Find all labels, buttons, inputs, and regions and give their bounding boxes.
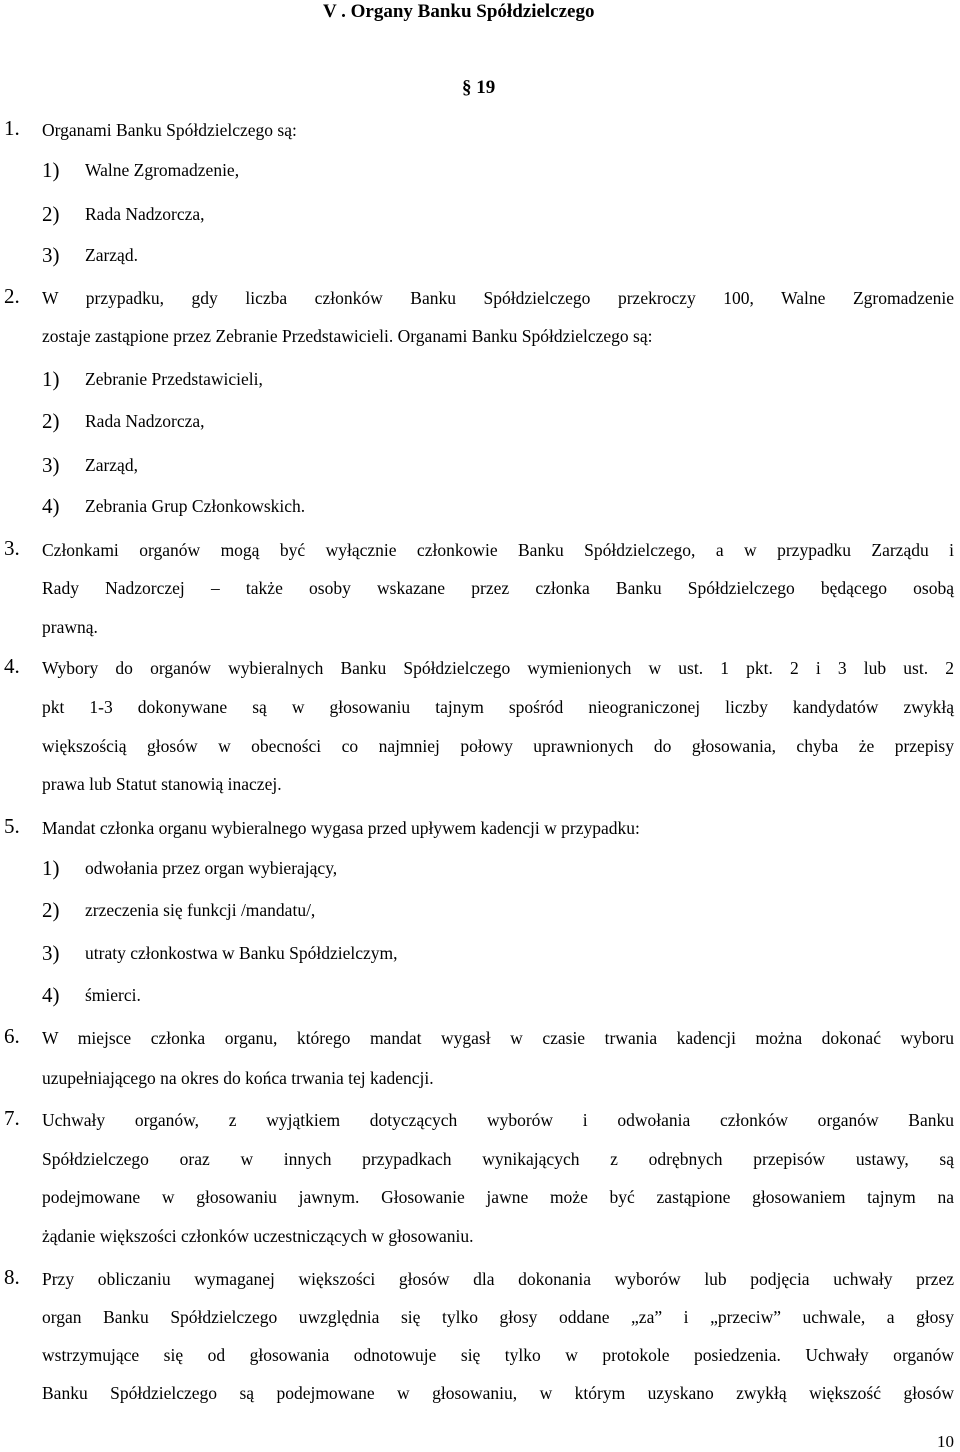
sub-item [0,983,960,1007]
item-number: 7. [4,1106,20,1130]
item-text-line: większością głosów w obecności co najmniej połowy uprawnionych do głosowania, chyba że przepisy [42,736,954,756]
sub-item-text: Rada Nadzorcza, [85,411,205,431]
item-text-line: Rady Nadzorczej – także osoby wskazane przez członka Banku Spółdzielczego będącego osobą [42,578,954,598]
item-text-line: Mandat członka organu wybieralnego wygasa przed upływem kadencji w przypadku: [42,818,640,838]
sub-item-number: 2) [42,898,60,922]
item-text-line: żądanie większości członków uczestniczących w głosowaniu. [42,1226,474,1246]
item-number: 3. [4,536,20,560]
item-text-line: Organami Banku Spółdzielczego są: [42,120,297,140]
item-text-line: Członkami organów mogą być wyłącznie członkowie Banku Spółdzielczego, a w przypadku Zarządu i [42,540,954,560]
paragraph-mark: § 19 [462,77,496,98]
item-text-line: podejmowane w głosowaniu jawnym. Głosowanie jawne może być zastąpione głosowaniem tajnym na [42,1187,954,1207]
sub-item-text: Zarząd, [85,455,138,475]
item-number: 5. [4,814,20,838]
item-text-line: uzupełniającego na okres do końca trwania tej kadencji. [42,1068,434,1088]
sub-item-number: 3) [42,243,60,267]
sub-item-number: 4) [42,494,60,518]
chapter-title: V . Organy Banku Spółdzielczego [323,1,595,22]
item-text-line: W miejsce członka organu, którego mandat wygasł w czasie trwania kadencji można dokonać wyboru [42,1028,954,1048]
item-number: 8. [4,1265,20,1289]
item-text-line: pkt 1-3 dokonywane są w głosowaniu tajnym spośród nieograniczonej liczby kandydatów zwykłą [42,697,954,717]
sub-item [0,941,960,965]
sub-item-text: Zebrania Grup Członkowskich. [85,496,306,516]
sub-item [0,453,960,477]
sub-item-text: Zarząd. [85,245,138,265]
sub-item-text: utraty członkostwa w Banku Spółdzielczym, [85,943,398,963]
item-text-line: Wybory do organów wybieralnych Banku Spółdzielczego wymienionych w ust. 1 pkt. 2 i 3 lub ust. 2 [42,658,954,678]
sub-item [0,202,960,226]
sub-item-number: 1) [42,856,60,880]
item-text-line: Spółdzielczego oraz w innych przypadkach wynikających z odrębnych przepisów ustawy, są [42,1149,954,1169]
sub-item-number: 2) [42,409,60,433]
sub-item-number: 1) [42,158,60,182]
item-number: 4. [4,654,20,678]
item-number: 1. [4,116,20,140]
sub-item-number: 3) [42,941,60,965]
item-text-line: prawa lub Statut stanowią inaczej. [42,774,282,794]
sub-item [0,158,960,182]
sub-item-text: Walne Zgromadzenie, [85,160,240,180]
sub-item [0,367,960,391]
item-text-line: W przypadku, gdy liczba członków Banku Spółdzielczego przekroczy 100, Walne Zgromadzenie [42,288,954,308]
sub-item [0,898,960,922]
sub-item-text: zrzeczenia się funkcji /mandatu/, [85,900,316,920]
page-number: 10 [937,1432,954,1451]
sub-item [0,409,960,433]
sub-item-text: śmierci. [85,985,141,1005]
item-number: 6. [4,1024,20,1048]
sub-item-number: 2) [42,202,60,226]
sub-item [0,494,960,518]
sub-item-text: Rada Nadzorcza, [85,204,205,224]
item-text-line: wstrzymujące się od głosowania odnotowuje się tylko w protokole posiedzenia. Uchwały organów [42,1345,954,1365]
sub-item-text: odwołania przez organ wybierający, [85,858,338,878]
item-text-line: Uchwały organów, z wyjątkiem dotyczących wyborów i odwołania członków organów Banku [42,1110,954,1130]
sub-item-text: Zebranie Przedstawicieli, [85,369,263,389]
sub-item-number: 3) [42,453,60,477]
sub-item [0,243,960,267]
sub-item-number: 4) [42,983,60,1007]
item-text-line: organ Banku Spółdzielczego uwzględnia się tylko głosy oddane „za” i „przeciw” uchwale, a głosy [42,1307,954,1327]
sub-item [0,856,960,880]
item-text-line: prawną. [42,617,98,637]
item-text-line: Banku Spółdzielczego są podejmowane w głosowaniu, w którym uzyskano zwykłą większość głosów [42,1383,954,1403]
item-text-line: zostaje zastąpione przez Zebranie Przedstawicieli. Organami Banku Spółdzielczego są: [42,326,653,346]
item-number: 2. [4,284,20,308]
sub-item-number: 1) [42,367,60,391]
item-text-line: Przy obliczaniu wymaganej większości głosów dla dokonania wyborów lub podjęcia uchwały przez [42,1269,954,1289]
